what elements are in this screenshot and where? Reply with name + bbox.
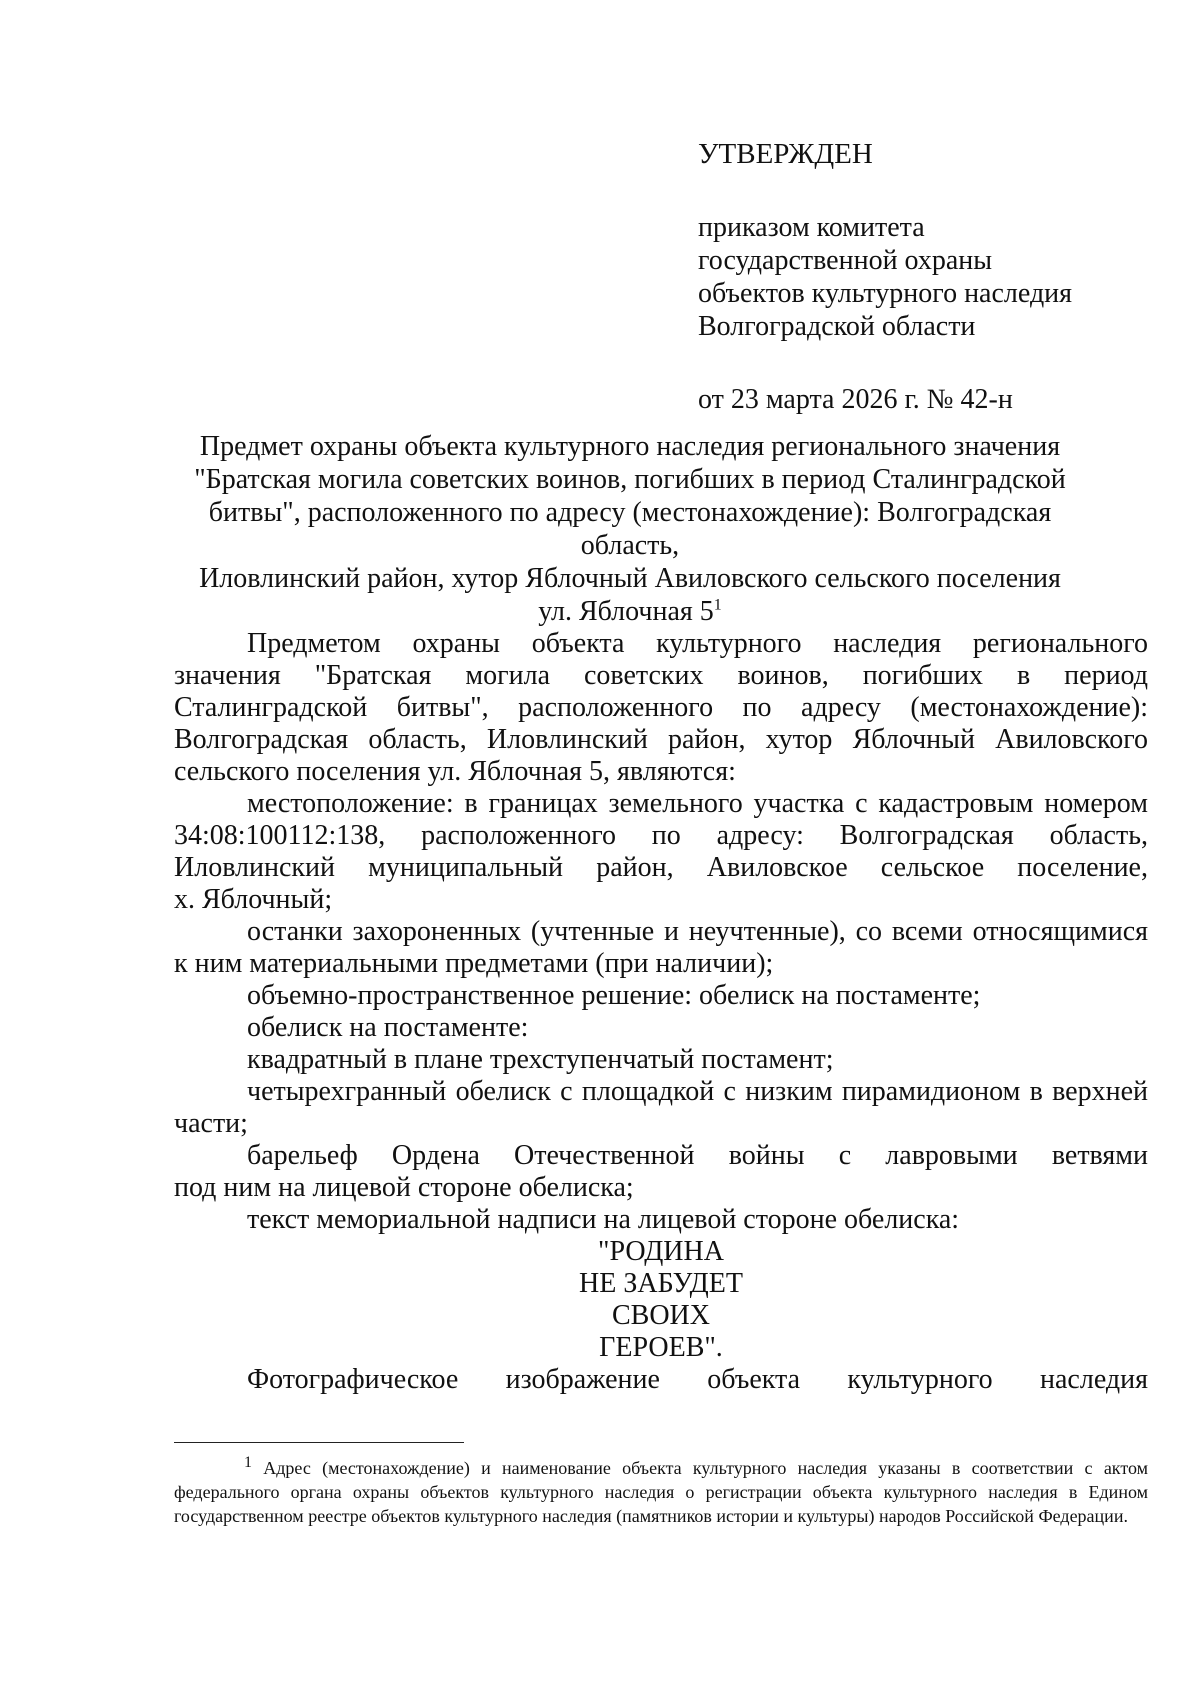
title-line: Иловлинский район, хутор Яблочный Авиловского сельского поселения — [199, 563, 1061, 594]
body-line: текст мемориальной надписи на лицевой стороне обелиска: — [247, 1204, 960, 1235]
footnote-reference: 1 — [713, 596, 722, 614]
document-body — [174, 628, 1148, 1396]
body-line: останки захороненных (учтенные и неучтенные), со всеми относящимися — [247, 916, 1148, 947]
approval-title: УТВЕРЖДЕН — [698, 138, 873, 170]
approval-line: объектов культурного наследия — [698, 278, 1073, 309]
title-line-last — [170, 595, 1090, 628]
body-line: под ним на лицевой стороне обелиска; — [174, 1172, 634, 1203]
body-line: четырехгранный обелиск с площадкой с низким пирамидионом в верхней — [247, 1076, 1148, 1107]
body-line: к ним материальными предметами (при наличии); — [174, 948, 774, 979]
approval-line: государственной охраны — [698, 245, 993, 276]
inscription-line: "РОДИНА — [598, 1236, 724, 1267]
footnote — [174, 1456, 1148, 1528]
footnote-divider — [174, 1442, 464, 1443]
body-line: Иловлинский муниципальный район, Авиловское сельское поселение, — [174, 852, 1148, 883]
inscription-line: СВОИХ — [611, 1300, 710, 1331]
approval-block — [698, 138, 1138, 416]
body-line: сельского поселения ул. Яблочная 5, являются: — [174, 756, 736, 787]
body-line: Фотографическое изображение объекта культурного наследия — [247, 1364, 1148, 1395]
approval-date: от 23 марта 2026 г. № 42-н — [698, 384, 1013, 415]
body-line: х. Яблочный; — [174, 884, 333, 915]
inscription-line: НЕ ЗАБУДЕТ — [579, 1268, 743, 1299]
footnote-mark: 1 — [244, 1454, 252, 1471]
body-line: Сталинградской битвы", расположенного по адресу (местонахождение): — [174, 692, 1148, 723]
body-line: 34:08:100112:138, расположенного по адресу: Волгоградская область, — [174, 820, 1148, 851]
document-title — [170, 430, 1090, 628]
title-line: "Братская могила советских воинов, погибших в период Сталинградской — [194, 464, 1066, 495]
body-line: Волгоградская область, Иловлинский район, хутор Яблочный Авиловского — [174, 724, 1148, 755]
body-line: барельеф Ордена Отечественной войны с лавровыми ветвями — [247, 1140, 1148, 1171]
body-line: местоположение: в границах земельного участка с кадастровым номером — [247, 788, 1148, 819]
body-line: значения "Братская могила советских воинов, погибших в период — [174, 660, 1148, 691]
body-line: Предметом охраны объекта культурного наследия регионального — [247, 628, 1148, 659]
title-line: битвы", расположенного по адресу (местонахождение): Волгоградская область, — [208, 497, 1052, 561]
approval-line: приказом комитета — [698, 212, 925, 243]
approval-line: Волгоградской области — [698, 311, 976, 342]
title-address: ул. Яблочная 5 — [538, 596, 714, 627]
footnote-body: Адрес (местонахождение) и наименование объекта культурного наследия указаны в соответствии с актом федерального органа охраны объектов культурного наследия о регистрации объекта культурного наследия в Едином государственном реестре объектов культурного наследия (памятников истории и культуры) народов Российской Федерации. — [174, 1458, 1148, 1526]
body-line: квадратный в плане трехступенчатый постамент; — [247, 1044, 834, 1075]
body-line: части; — [174, 1108, 248, 1139]
body-line: объемно-пространственное решение: обелиск на постаменте; — [247, 980, 981, 1011]
body-line: обелиск на постаменте: — [247, 1012, 529, 1043]
title-line: Предмет охраны объекта культурного наследия регионального значения — [199, 431, 1061, 462]
inscription-line: ГЕРОЕВ". — [599, 1332, 723, 1363]
footnote-text — [174, 1456, 1148, 1528]
